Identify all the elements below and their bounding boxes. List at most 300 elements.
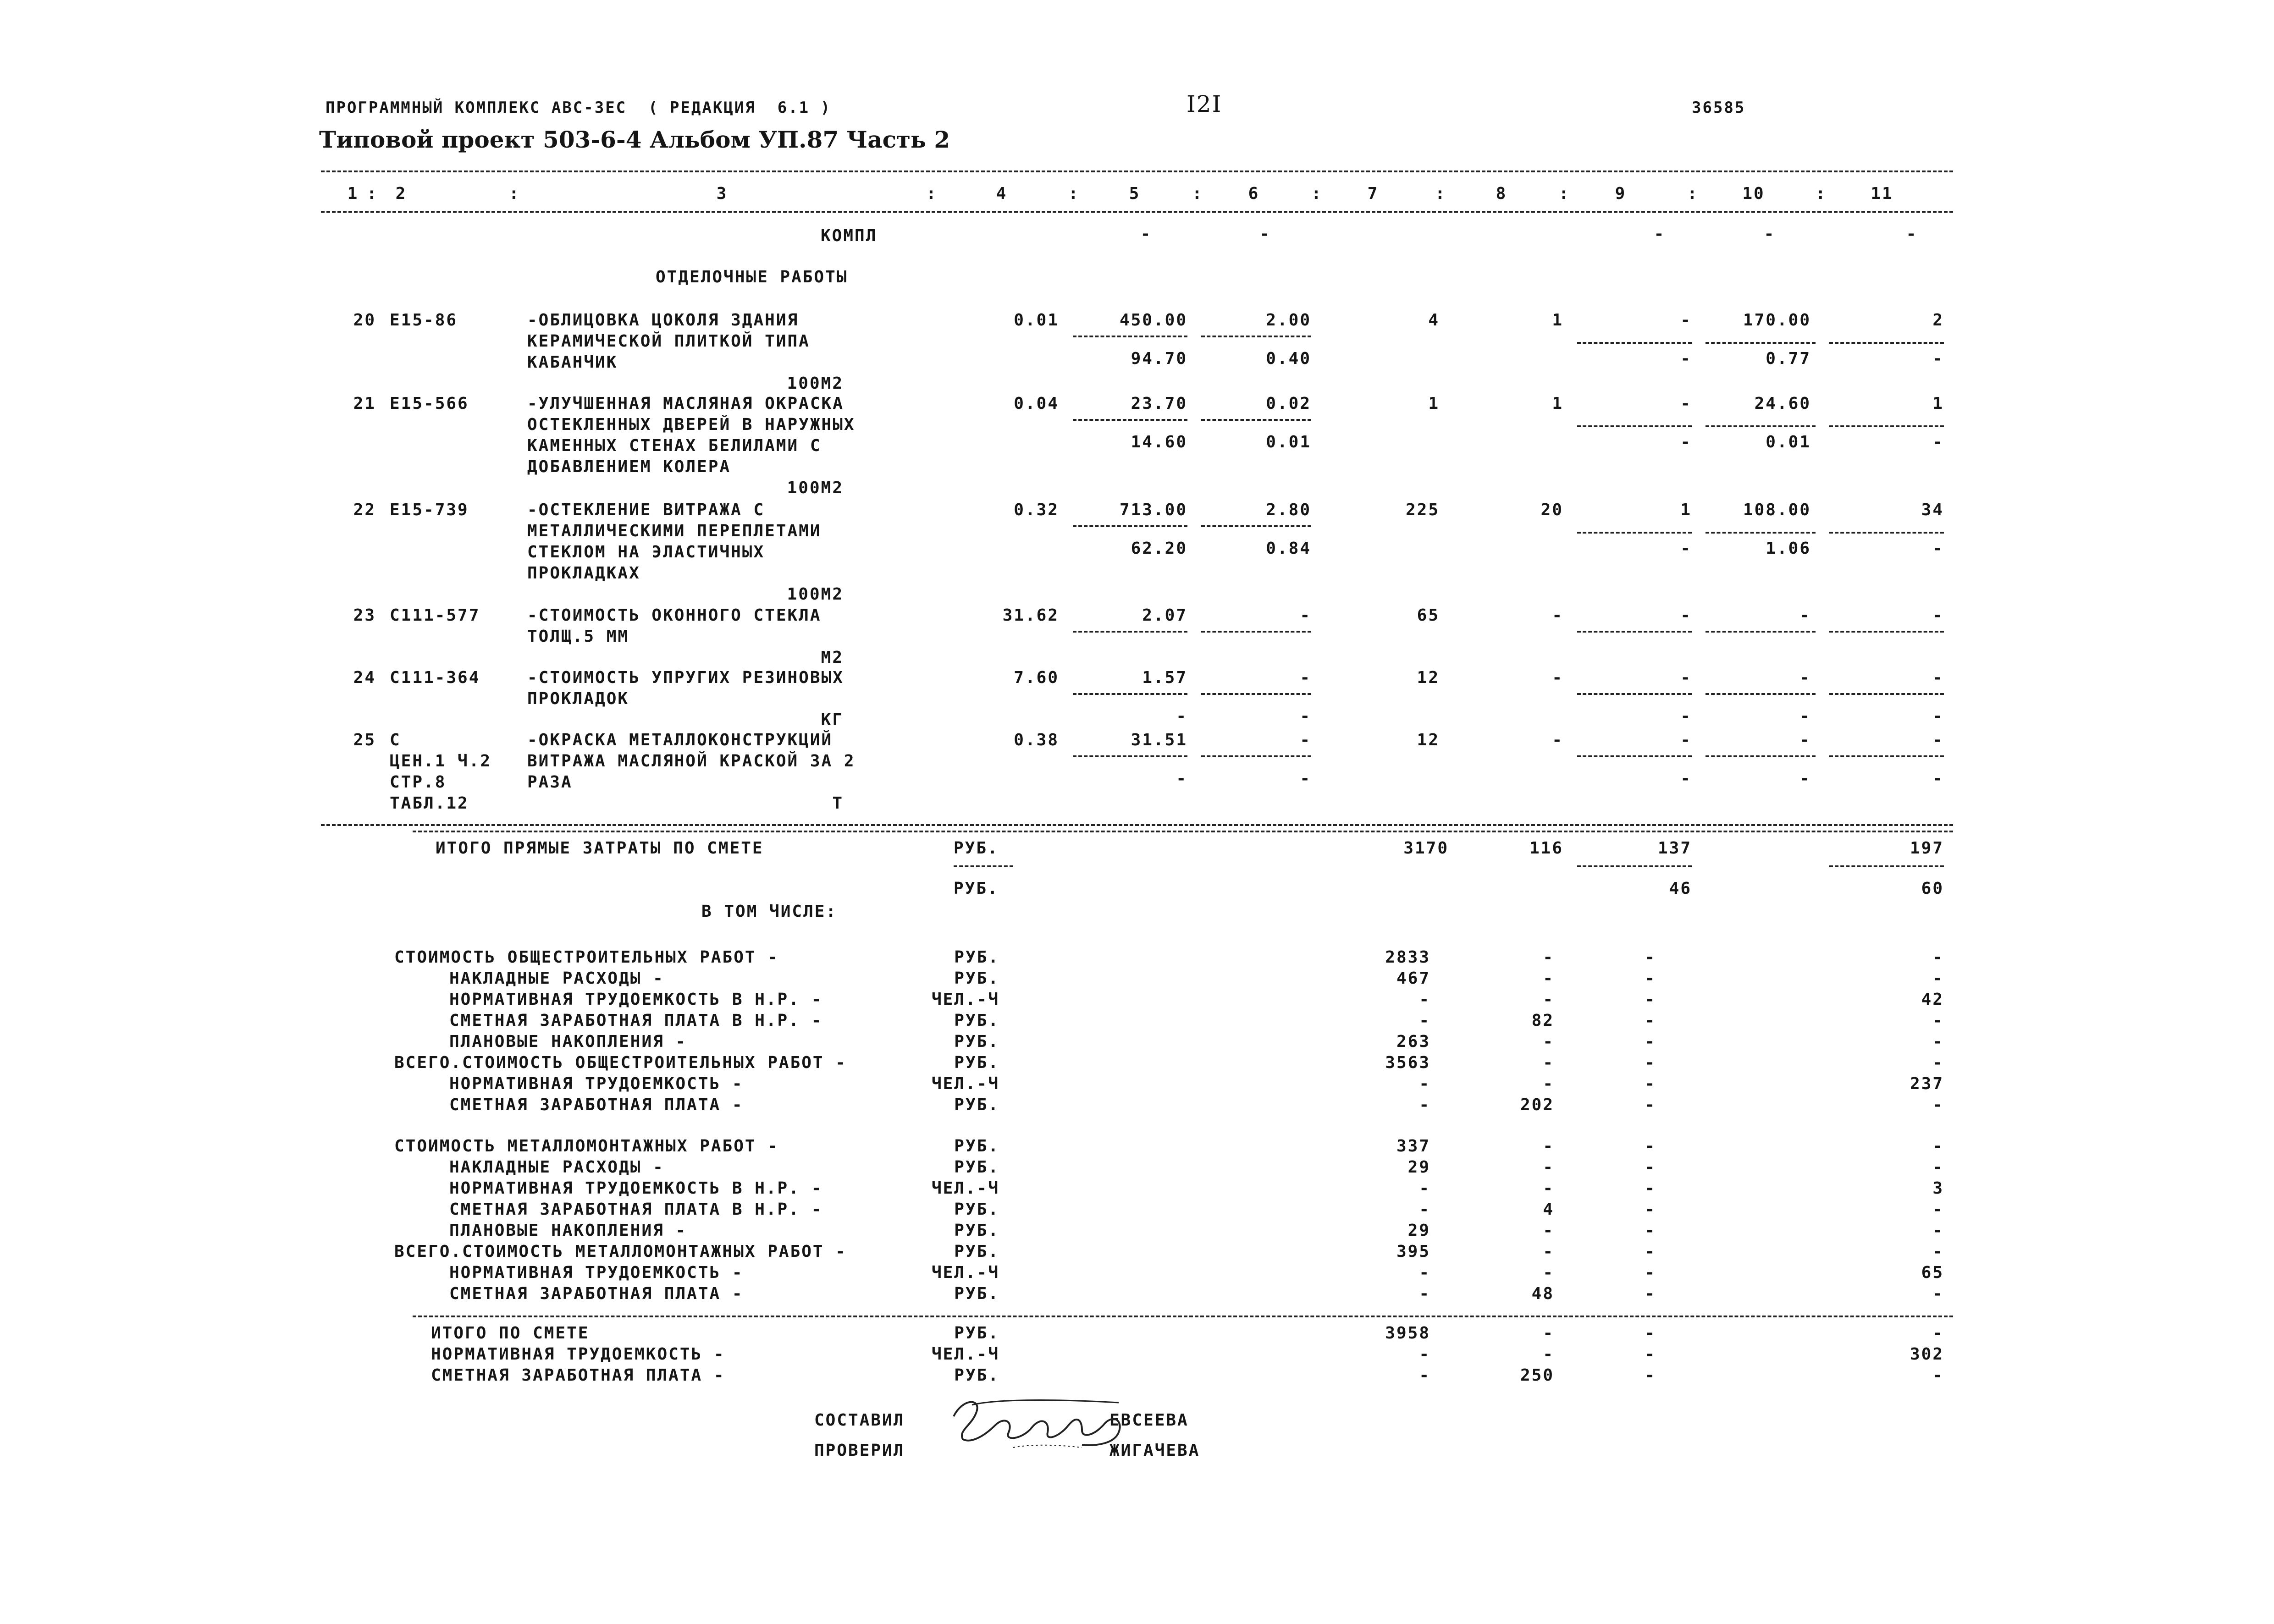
summary-col7: -: [1419, 1179, 1430, 1198]
summary-col11: -: [1932, 1221, 1944, 1240]
item-col11-sub: -: [1932, 349, 1944, 368]
item-col10: 24.60: [1754, 394, 1811, 413]
summary-col7: -: [1419, 1284, 1430, 1303]
summary-col9: -: [1645, 1158, 1656, 1177]
item-subrule: [1706, 631, 1816, 633]
item-col10: -: [1799, 668, 1811, 687]
item-description-line: ПРОКЛАДОК: [527, 689, 629, 708]
item-col9-sub: -: [1680, 539, 1692, 558]
final-col7: -: [1419, 1345, 1430, 1364]
item-col9: 1: [1680, 501, 1692, 519]
summary-col8: -: [1543, 990, 1554, 1009]
item-col6: -: [1300, 606, 1311, 625]
item-subrule: [1829, 631, 1944, 633]
item-col10-sub: 0.01: [1766, 433, 1811, 451]
summary-col7: 467: [1396, 969, 1430, 988]
item-col5-sub: 14.60: [1131, 433, 1187, 451]
item-col5: 31.51: [1131, 731, 1187, 749]
summary-col9: -: [1645, 1263, 1656, 1282]
column-separator: :: [367, 184, 378, 203]
final-col11: -: [1932, 1366, 1944, 1385]
column-header-5: 5: [1129, 184, 1141, 203]
item-col8: 1: [1552, 394, 1563, 413]
item-description-line: КЕРАМИЧЕСКОЙ ПЛИТКОЙ ТИПА: [527, 332, 810, 351]
item-col9-sub: -: [1680, 769, 1692, 788]
summary-col8: -: [1543, 1158, 1554, 1177]
item-col11-sub: -: [1932, 539, 1944, 558]
summary-col11: -: [1932, 1011, 1944, 1030]
totals-unit-2: РУБ.: [954, 879, 999, 898]
column-header-7: 7: [1367, 184, 1379, 203]
summary-label: НАКЛАДНЫЕ РАСХОДЫ -: [449, 969, 664, 988]
item-subrule: [1073, 336, 1187, 337]
project-title: Типовой проект 503-6-4 Альбом УП.87 Часть 2: [319, 126, 950, 153]
summary-col11: -: [1932, 1242, 1944, 1261]
final-col11: 302: [1910, 1345, 1944, 1364]
summary-col11: -: [1932, 1053, 1944, 1072]
summary-label: ПЛАНОВЫЕ НАКОПЛЕНИЯ -: [449, 1221, 687, 1240]
compiled-name: ЕВСЕЕВА: [1109, 1411, 1189, 1430]
summary-unit: ЧЕЛ.-Ч: [931, 1263, 999, 1282]
summary-col11: -: [1932, 1032, 1944, 1051]
item-subrule: [1829, 693, 1944, 695]
header-rule-top: [321, 171, 1953, 172]
item-col7: 1: [1428, 394, 1440, 413]
compiled-label: СОСТАВИЛ: [814, 1411, 905, 1430]
summary-label: НАКЛАДНЫЕ РАСХОДЫ -: [449, 1158, 664, 1177]
summary-unit: РУБ.: [954, 1137, 999, 1156]
item-col9: -: [1680, 668, 1692, 687]
item-subrule: [1706, 342, 1816, 344]
item-col6-sub: 0.84: [1266, 539, 1311, 558]
item-subrule: [1829, 425, 1944, 427]
summary-col8: -: [1543, 1074, 1554, 1093]
item-col6: 2.80: [1266, 501, 1311, 519]
item-col11: -: [1932, 731, 1944, 749]
totals-col7: 3170: [1403, 839, 1449, 858]
summary-col9: -: [1645, 1179, 1656, 1198]
summary-col8: -: [1543, 1053, 1554, 1072]
summary-col9: -: [1645, 1074, 1656, 1093]
totals-col9: 137: [1657, 839, 1692, 858]
item-number: 25: [353, 731, 376, 749]
summary-col7: 29: [1407, 1158, 1430, 1177]
summary-unit: РУБ.: [954, 1053, 999, 1072]
final-col8: -: [1543, 1324, 1554, 1343]
item-col10-sub: 0.77: [1766, 349, 1811, 368]
item-col8: -: [1552, 606, 1563, 625]
summary-col7: -: [1419, 1074, 1430, 1093]
item-code-extra: ТАБЛ.12: [390, 794, 469, 813]
item-subrule: [1201, 419, 1311, 421]
item-col10: -: [1799, 606, 1811, 625]
summary-col9: -: [1645, 1242, 1656, 1261]
item-subrule: [1073, 525, 1187, 527]
summary-col7: 3563: [1385, 1053, 1430, 1072]
item-subrule: [1201, 336, 1311, 337]
kompl-dash-6: -: [1259, 225, 1271, 243]
item-col6: -: [1300, 668, 1311, 687]
summary-col9: -: [1645, 1096, 1656, 1114]
item-col4: 0.04: [1014, 394, 1059, 413]
summary-col8: -: [1543, 948, 1554, 967]
summary-col11: 3: [1932, 1179, 1944, 1198]
column-header-2: 2: [395, 184, 407, 203]
item-col6-sub: 0.01: [1266, 433, 1311, 451]
column-separator: :: [1816, 184, 1827, 203]
item-code: Е15-86: [390, 311, 458, 330]
summary-col8: 82: [1531, 1011, 1554, 1030]
item-col5: 450.00: [1119, 311, 1187, 330]
item-description-line: -ОБЛИЦОВКА ЦОКОЛЯ ЗДАНИЯ: [527, 311, 799, 330]
item-col7: 12: [1417, 731, 1440, 749]
totals-col8: 116: [1529, 839, 1563, 858]
final-unit: ЧЕЛ.-Ч: [931, 1345, 999, 1364]
item-col6: 2.00: [1266, 311, 1311, 330]
summary-col8: -: [1543, 1179, 1554, 1198]
summary-label: ВСЕГО.СТОИМОСТЬ ОБЩЕСТРОИТЕЛЬНЫХ РАБОТ -: [394, 1053, 847, 1072]
summary-col8: -: [1543, 1221, 1554, 1240]
item-number: 21: [353, 394, 376, 413]
summary-unit: РУБ.: [954, 1011, 999, 1030]
item-col10-sub: -: [1799, 769, 1811, 788]
final-col7: -: [1419, 1366, 1430, 1385]
item-col9-sub: -: [1680, 433, 1692, 451]
item-description-line: ВИТРАЖА МАСЛЯНОЙ КРАСКОЙ ЗА 2: [527, 752, 856, 771]
item-unit: М2: [821, 648, 844, 667]
item-col8: 20: [1540, 501, 1563, 519]
item-col9-sub: -: [1680, 707, 1692, 726]
document-number: 36585: [1692, 99, 1746, 117]
item-col5-sub: -: [1176, 769, 1187, 788]
item-code: Е15-739: [390, 501, 469, 519]
item-col7: 65: [1417, 606, 1440, 625]
item-subrule: [1201, 525, 1311, 527]
summary-col9: -: [1645, 1137, 1656, 1156]
item-subrule: [1577, 755, 1692, 757]
item-subrule: [1577, 342, 1692, 344]
item-description-line: -СТОИМОСТЬ УПРУГИХ РЕЗИНОВЫХ: [527, 668, 844, 687]
item-col4: 31.62: [1002, 606, 1059, 625]
item-col11: 34: [1921, 501, 1944, 519]
summary-col11: -: [1932, 1137, 1944, 1156]
item-description-line: КАБАНЧИК: [527, 353, 618, 372]
item-subrule: [1829, 755, 1944, 757]
item-col8: -: [1552, 731, 1563, 749]
column-header-9: 9: [1615, 184, 1627, 203]
item-col4: 7.60: [1014, 668, 1059, 687]
summary-unit: РУБ.: [954, 948, 999, 967]
column-separator: :: [509, 184, 520, 203]
column-header-6: 6: [1248, 184, 1260, 203]
summary-label: НОРМАТИВНАЯ ТРУДОЕМКОСТЬ -: [449, 1263, 744, 1282]
final-col8: 250: [1520, 1366, 1554, 1385]
item-col6-sub: -: [1300, 707, 1311, 726]
summary-label: НОРМАТИВНАЯ ТРУДОЕМКОСТЬ В Н.Р. -: [449, 1179, 823, 1198]
item-col7: 225: [1405, 501, 1440, 519]
summary-col7: -: [1419, 1200, 1430, 1219]
summary-label: СМЕТНАЯ ЗАРАБОТНАЯ ПЛАТА -: [449, 1096, 744, 1114]
item-description-line: ОСТЕКЛЕННЫХ ДВЕРЕЙ В НАРУЖНЫХ: [527, 415, 856, 434]
item-col11-sub: -: [1932, 769, 1944, 788]
program-header: ПРОГРАММНЫЙ КОМПЛЕКС АВС-ЗЕС ( РЕДАКЦИЯ 6.1 ): [326, 99, 832, 117]
summary-label: СТОИМОСТЬ ОБЩЕСТРОИТЕЛЬНЫХ РАБОТ -: [394, 948, 779, 967]
summary-unit: ЧЕЛ.-Ч: [931, 1074, 999, 1093]
item-col9: -: [1680, 311, 1692, 330]
summary-col7: -: [1419, 990, 1430, 1009]
summary-col7: 263: [1396, 1032, 1430, 1051]
item-number: 24: [353, 668, 376, 687]
totals-unit-1: РУБ.: [954, 839, 999, 858]
totals-col11: 197: [1910, 839, 1944, 858]
item-subrule: [1201, 755, 1311, 757]
summary-unit: РУБ.: [954, 1200, 999, 1219]
item-col10-sub: -: [1799, 707, 1811, 726]
summary-col8: -: [1543, 1242, 1554, 1261]
final-unit: РУБ.: [954, 1366, 999, 1385]
item-col7: 12: [1417, 668, 1440, 687]
column-separator: :: [1068, 184, 1080, 203]
summary-unit: РУБ.: [954, 1284, 999, 1303]
item-col11: 2: [1932, 311, 1944, 330]
totals-col9-b: 46: [1669, 879, 1692, 898]
summary-unit: РУБ.: [954, 1096, 999, 1114]
item-col11: 1: [1932, 394, 1944, 413]
item-description-line: ТОЛЩ.5 ММ: [527, 627, 629, 646]
column-header-3: 3: [716, 184, 728, 203]
totals-unit-rule: [954, 865, 1013, 867]
summary-col11: 42: [1921, 990, 1944, 1009]
checked-name: ЖИГАЧЕВА: [1109, 1441, 1200, 1460]
summary-col11: 237: [1910, 1074, 1944, 1093]
item-col8: -: [1552, 668, 1563, 687]
item-description-line: -УЛУЧШЕННАЯ МАСЛЯНАЯ ОКРАСКА: [527, 394, 844, 413]
summary-unit: РУБ.: [954, 1032, 999, 1051]
summary-col7: 337: [1396, 1137, 1430, 1156]
item-col9: -: [1680, 394, 1692, 413]
summary-col8: -: [1543, 1263, 1554, 1282]
item-col5-sub: 62.20: [1131, 539, 1187, 558]
summary-col9: -: [1645, 1221, 1656, 1240]
summary-col7: -: [1419, 1263, 1430, 1282]
item-col6: 0.02: [1266, 394, 1311, 413]
summary-col11: -: [1932, 969, 1944, 988]
summary-label: НОРМАТИВНАЯ ТРУДОЕМКОСТЬ -: [449, 1074, 744, 1093]
summary-label: СМЕТНАЯ ЗАРАБОТНАЯ ПЛАТА В Н.Р. -: [449, 1200, 823, 1219]
item-col9-sub: -: [1680, 349, 1692, 368]
summary-unit: ЧЕЛ.-Ч: [931, 990, 999, 1009]
summary-col8: -: [1543, 1137, 1554, 1156]
summary-col9: -: [1645, 1200, 1656, 1219]
item-code: Е15-566: [390, 394, 469, 413]
item-col9: -: [1680, 731, 1692, 749]
column-separator: :: [1559, 184, 1570, 203]
summary-label: СТОИМОСТЬ МЕТАЛЛОМОНТАЖНЫХ РАБОТ -: [394, 1137, 779, 1156]
item-subrule: [1577, 693, 1692, 695]
item-code: С111-577: [390, 606, 480, 625]
summary-col11: -: [1932, 1096, 1944, 1114]
item-col10-sub: 1.06: [1766, 539, 1811, 558]
kompl-dash-11: -: [1906, 225, 1918, 243]
kompl-unit: КОМПЛ: [821, 226, 878, 245]
summary-col9: -: [1645, 1284, 1656, 1303]
item-col5-sub: -: [1176, 707, 1187, 726]
item-description-line: -СТОИМОСТЬ ОКОННОГО СТЕКЛА: [527, 606, 822, 625]
item-description-line: РАЗА: [527, 773, 573, 792]
column-header-11: 11: [1871, 184, 1893, 203]
item-unit: Т: [832, 794, 844, 813]
final-label: ИТОГО ПО СМЕТЕ: [431, 1324, 590, 1343]
item-description-line: ДОБАВЛЕНИЕМ КОЛЕРА: [527, 457, 731, 476]
section-title: ОТДЕЛОЧНЫЕ РАБОТЫ: [656, 268, 848, 286]
item-col11-sub: -: [1932, 433, 1944, 451]
item-description-line: ПРОКЛАДКАХ: [527, 564, 640, 583]
header-rule-bottom: [321, 211, 1953, 213]
summary-col7: 395: [1396, 1242, 1430, 1261]
summary-col11: 65: [1921, 1263, 1944, 1282]
totals-rule-bottom: [413, 831, 1953, 832]
totals-col9-rule: [1577, 865, 1692, 867]
kompl-dash-9: -: [1654, 225, 1666, 243]
final-col11: -: [1932, 1324, 1944, 1343]
summary-col11: -: [1932, 1158, 1944, 1177]
column-separator: :: [1311, 184, 1323, 203]
column-separator: :: [1435, 184, 1446, 203]
item-description-line: КАМЕННЫХ СТЕНАХ БЕЛИЛАМИ С: [527, 436, 822, 455]
final-label: СМЕТНАЯ ЗАРАБОТНАЯ ПЛАТА -: [431, 1366, 725, 1385]
item-col4: 0.01: [1014, 311, 1059, 330]
item-code: С: [390, 731, 401, 749]
signature-icon: [944, 1389, 1137, 1453]
item-number: 23: [353, 606, 376, 625]
item-col10: -: [1799, 731, 1811, 749]
item-col5: 2.07: [1142, 606, 1187, 625]
summary-col11: -: [1932, 948, 1944, 967]
summary-col7: -: [1419, 1011, 1430, 1030]
summary-label: НОРМАТИВНАЯ ТРУДОЕМКОСТЬ В Н.Р. -: [449, 990, 823, 1009]
item-subrule: [1577, 631, 1692, 633]
item-subrule: [1073, 755, 1187, 757]
item-col11: -: [1932, 606, 1944, 625]
item-description-line: СТЕКЛОМ НА ЭЛАСТИЧНЫХ: [527, 543, 765, 562]
final-label: НОРМАТИВНАЯ ТРУДОЕМКОСТЬ -: [431, 1345, 725, 1364]
column-header-8: 8: [1496, 184, 1507, 203]
item-col6: -: [1300, 731, 1311, 749]
page-number: I2I: [1187, 91, 1222, 117]
summary-unit: РУБ.: [954, 1242, 999, 1261]
column-separator: :: [1192, 184, 1203, 203]
item-col4: 0.38: [1014, 731, 1059, 749]
item-col4: 0.32: [1014, 501, 1059, 519]
item-col5: 23.70: [1131, 394, 1187, 413]
summary-col8: 202: [1520, 1096, 1554, 1114]
column-header-4: 4: [996, 184, 1008, 203]
summary-col9: -: [1645, 990, 1656, 1009]
item-col6-sub: 0.40: [1266, 349, 1311, 368]
item-subrule: [1201, 631, 1311, 633]
kompl-dash-5: -: [1140, 225, 1152, 243]
item-unit: 100М2: [787, 585, 844, 604]
summary-col11: -: [1932, 1200, 1944, 1219]
column-separator: :: [926, 184, 938, 203]
item-col10: 108.00: [1743, 501, 1811, 519]
item-subrule: [1073, 631, 1187, 633]
item-subrule: [1706, 693, 1816, 695]
summary-col9: -: [1645, 1032, 1656, 1051]
item-subrule: [1073, 419, 1187, 421]
item-subrule: [1706, 755, 1816, 757]
item-col9: -: [1680, 606, 1692, 625]
final-col7: 3958: [1385, 1324, 1430, 1343]
item-col5: 713.00: [1119, 501, 1187, 519]
summary-label: ПЛАНОВЫЕ НАКОПЛЕНИЯ -: [449, 1032, 687, 1051]
summary-label: СМЕТНАЯ ЗАРАБОТНАЯ ПЛАТА -: [449, 1284, 744, 1303]
summary-col7: 2833: [1385, 948, 1430, 967]
item-code: С111-364: [390, 668, 480, 687]
item-number: 20: [353, 311, 376, 330]
item-code-extra: ЦЕН.1 Ч.2: [390, 752, 492, 771]
item-subrule: [1073, 693, 1187, 695]
final-unit: РУБ.: [954, 1324, 999, 1343]
summary-col11: -: [1932, 1284, 1944, 1303]
summary-unit: РУБ.: [954, 1221, 999, 1240]
kompl-dash-10: -: [1764, 225, 1776, 243]
checked-label: ПРОВЕРИЛ: [814, 1441, 905, 1460]
summary-col8: 4: [1543, 1200, 1554, 1219]
item-description-line: МЕТАЛЛИЧЕСКИМИ ПЕРЕПЛЕТАМИ: [527, 522, 822, 540]
including-label: В ТОМ ЧИСЛЕ:: [701, 902, 838, 921]
item-unit: КГ: [821, 710, 844, 729]
totals-col11-rule: [1829, 865, 1944, 867]
final-col9: -: [1645, 1366, 1656, 1385]
summary-col9: -: [1645, 969, 1656, 988]
summary-col7: -: [1419, 1096, 1430, 1114]
item-subrule: [1577, 425, 1692, 427]
item-col10: 170.00: [1743, 311, 1811, 330]
column-header-1: 1: [347, 184, 359, 203]
item-unit: 100М2: [787, 374, 844, 393]
column-separator: :: [1687, 184, 1699, 203]
summary-label: ВСЕГО.СТОИМОСТЬ МЕТАЛЛОМОНТАЖНЫХ РАБОТ -: [394, 1242, 847, 1261]
final-col9: -: [1645, 1324, 1656, 1343]
final-col9: -: [1645, 1345, 1656, 1364]
item-code-extra: СТР.8: [390, 773, 447, 792]
summary-col9: -: [1645, 1053, 1656, 1072]
item-subrule: [1829, 342, 1944, 344]
summary-unit: РУБ.: [954, 969, 999, 988]
summary-col7: 29: [1407, 1221, 1430, 1240]
summary-col9: -: [1645, 1011, 1656, 1030]
item-col11: -: [1932, 668, 1944, 687]
item-col7: 4: [1428, 311, 1440, 330]
totals-col11-b: 60: [1921, 879, 1944, 898]
summary-label: СМЕТНАЯ ЗАРАБОТНАЯ ПЛАТА В Н.Р. -: [449, 1011, 823, 1030]
summary-col8: 48: [1531, 1284, 1554, 1303]
totals-label: ИТОГО ПРЯМЫЕ ЗАТРАТЫ ПО СМЕТЕ: [436, 839, 764, 858]
column-header-10: 10: [1742, 184, 1765, 203]
item-subrule: [1201, 693, 1311, 695]
item-col8: 1: [1552, 311, 1563, 330]
item-description-line: -ОКРАСКА МЕТАЛЛОКОНСТРУКЦИЙ: [527, 731, 833, 749]
final-rule: [413, 1316, 1953, 1317]
totals-rule-top: [321, 824, 1953, 826]
item-col5-sub: 94.70: [1131, 349, 1187, 368]
item-col5: 1.57: [1142, 668, 1187, 687]
item-description-line: -ОСТЕКЛЕНИЕ ВИТРАЖА С: [527, 501, 765, 519]
item-subrule: [1706, 425, 1816, 427]
item-col11-sub: -: [1932, 707, 1944, 726]
summary-unit: РУБ.: [954, 1158, 999, 1177]
